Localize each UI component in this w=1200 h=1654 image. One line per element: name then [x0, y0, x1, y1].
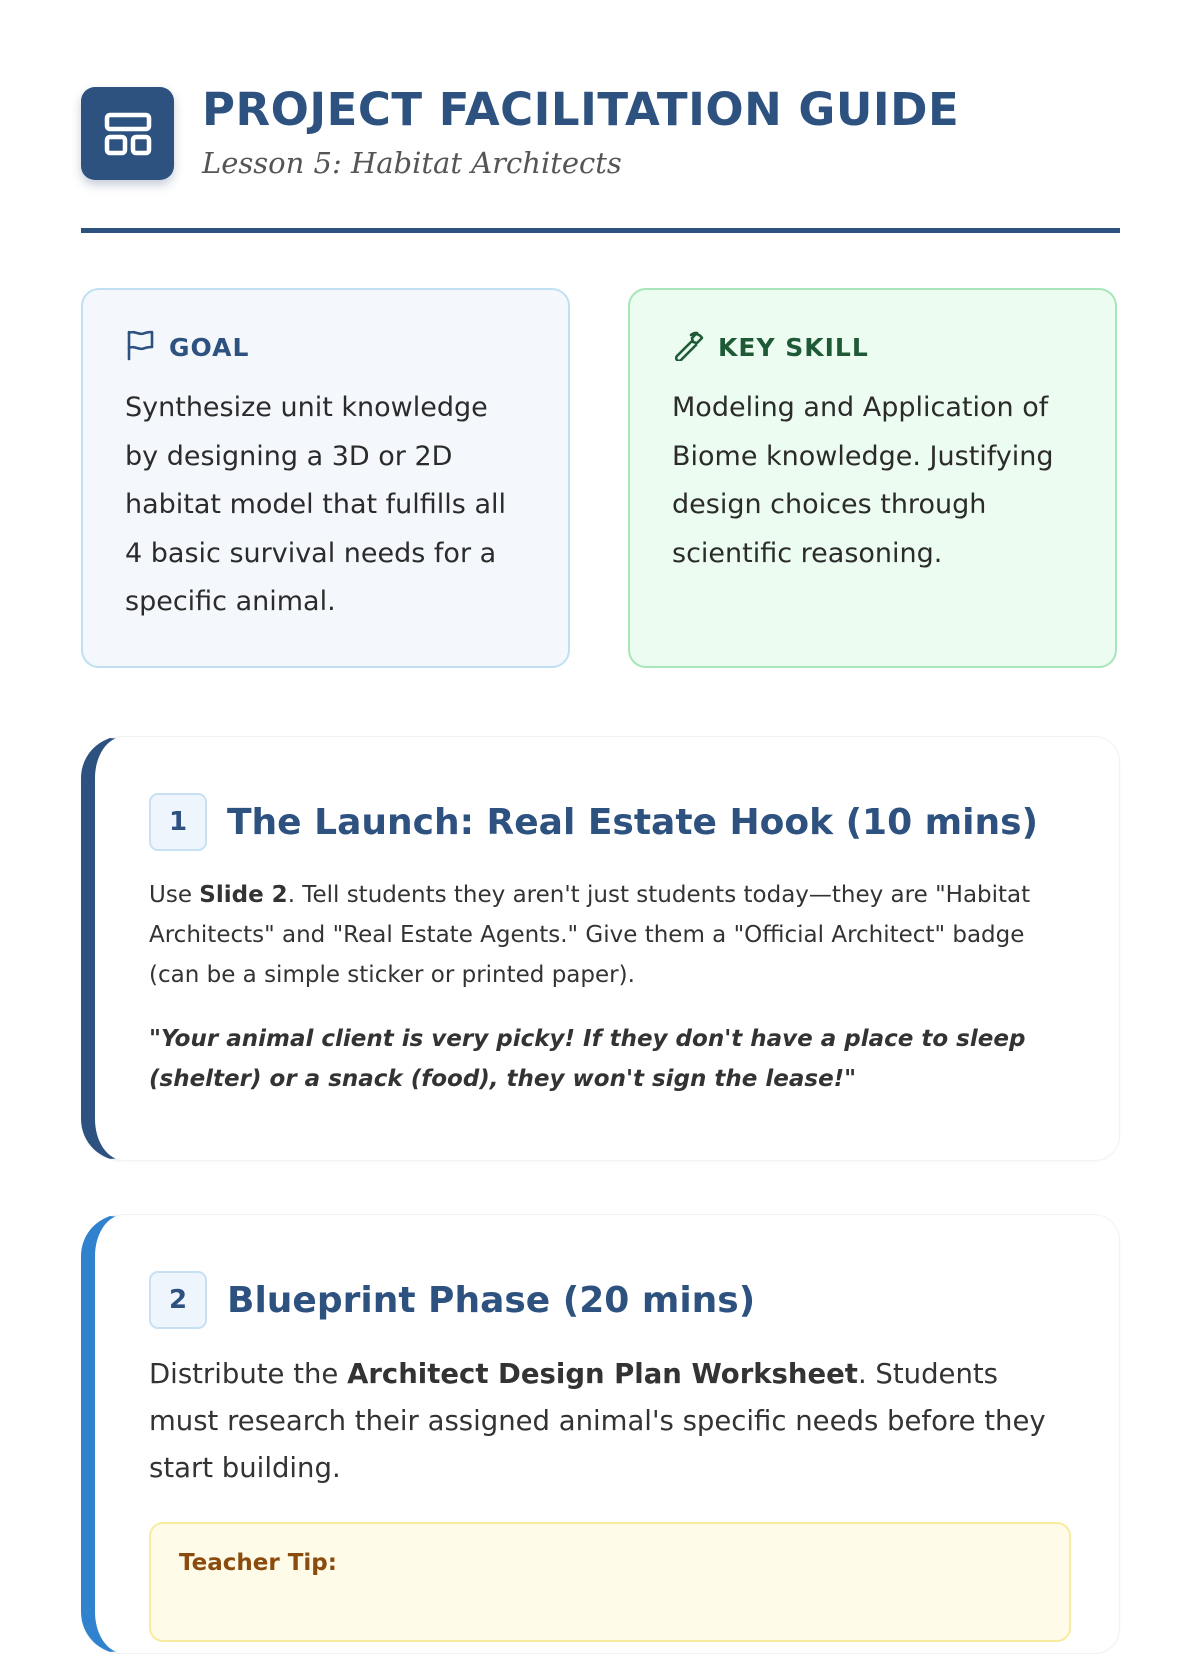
worksheet-reference: Architect Design Plan Worksheet: [347, 1358, 858, 1390]
step-1-description: Use Slide 2. Tell students they aren't just students today—they are "Habitat Architects" and "Real Estate Agents." Give them a "Official Architect" badge (can be a simple sticker or printed paper).: [149, 882, 1031, 988]
teacher-tip-title: Teacher Tip:: [179, 1550, 337, 1576]
lesson-subtitle: Lesson 5: Habitat Architects: [202, 146, 622, 180]
step-1-script-quote: "Your animal client is very picky! If they don't have a place to sleep (shelter) or a snack (food), they won't sign the lease!": [149, 1026, 1026, 1092]
step-2-description: Distribute the Architect Design Plan Worksheet. Students must research their assigned animal's specific needs before they start building.: [149, 1358, 1046, 1484]
step-1-title: The Launch: Real Estate Hook (10 mins): [227, 801, 1039, 843]
key-skill-label: KEY SKILL: [718, 332, 869, 362]
key-skill-card: [628, 288, 1117, 668]
step-2-section: [81, 1214, 1120, 1654]
step-2-title: Blueprint Phase (20 mins): [227, 1279, 756, 1321]
page-title: PROJECT FACILITATION GUIDE: [202, 83, 960, 136]
step-2-number-badge: 2: [149, 1271, 207, 1329]
goal-card: [81, 288, 570, 668]
flag-icon: [125, 329, 155, 365]
key-skill-card-header: [672, 332, 1075, 362]
teacher-tip-box: [149, 1522, 1071, 1642]
goal-card-header: [125, 332, 528, 362]
goal-text: Synthesize unit knowledge by designing a 3D or 2D habitat model that fulfills all 4 basic survival needs for a specific animal.: [125, 392, 506, 617]
key-skill-text: Modeling and Application of Biome knowledge. Justifying design choices through scientific reasoning.: [672, 392, 1054, 569]
step-2-header: [149, 1269, 1069, 1331]
wrench-icon: [672, 329, 704, 365]
goal-label: GOAL: [169, 332, 250, 362]
step-1-header: [149, 791, 1069, 853]
step-1-number-badge: 1: [149, 793, 207, 851]
layout-icon: [81, 87, 174, 180]
slide-reference: Slide 2: [199, 882, 288, 908]
step-1-section: [81, 736, 1120, 1161]
header-divider: [81, 228, 1120, 233]
